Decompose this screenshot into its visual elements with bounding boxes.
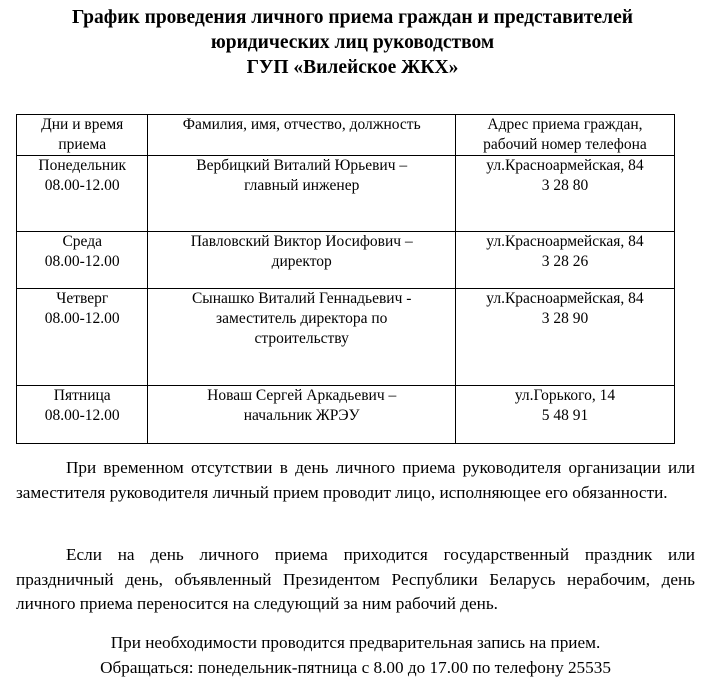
header-person: Фамилия, имя, отчество, должность [148, 115, 455, 156]
registration-line-2: Обращаться: понедельник-пятница с 8.00 до 17.00 по телефону 25535 [100, 657, 611, 677]
registration-paragraph [16, 631, 695, 680]
table-row [17, 156, 675, 232]
row-address: ул.Красноармейская, 84 3 28 26 [455, 232, 674, 289]
holiday-paragraph: Если на день личного приема приходится государственный праздник или праздничный день, объявленный Президентом Республики Беларусь нерабочим, день личного приема переносится на следующий за ним рабочий день. [16, 545, 695, 613]
table-row [17, 386, 675, 444]
table-row [17, 232, 675, 289]
title-line-1: График проведения личного приема граждан и представителей [71, 7, 633, 28]
row-person: Вербицкий Виталий Юрьевич – главный инженер [148, 156, 455, 232]
table-header-row [17, 115, 675, 156]
row-address: ул.Красноармейская, 84 3 28 90 [455, 289, 674, 386]
title-line-2: юридических лиц руководством [210, 32, 495, 53]
row-person: Павловский Виктор Иосифович – директор [148, 232, 455, 289]
row-day-time: Среда 08.00-12.00 [17, 232, 148, 289]
registration-line-1: При необходимости проводится предварительная запись на прием. [110, 633, 601, 652]
reception-schedule-table [16, 114, 675, 444]
row-day-time: Понедельник 08.00-12.00 [17, 156, 148, 232]
row-address: ул.Красноармейская, 84 3 28 80 [455, 156, 674, 232]
row-person: Сынашко Виталий Геннадьевич - заместитель директора по строительству [148, 289, 455, 386]
row-address: ул.Горького, 14 5 48 91 [455, 386, 674, 444]
row-day-time: Пятница 08.00-12.00 [17, 386, 148, 444]
title-line-3: ГУП «Вилейское ЖКХ» [246, 57, 459, 78]
document-title [0, 5, 705, 80]
header-address-phone: Адрес приема граждан, рабочий номер телефона [455, 115, 674, 156]
table-row [17, 289, 675, 386]
absence-paragraph: При временном отсутствии в день личного приема руководителя организации или заместителя руководителя личный прием проводит лицо, исполняющее его обязанности. [16, 458, 695, 502]
row-person: Новаш Сергей Аркадьевич – начальник ЖРЭУ [148, 386, 455, 444]
row-day-time: Четверг 08.00-12.00 [17, 289, 148, 386]
header-days-time: Дни и время приема [17, 115, 148, 156]
